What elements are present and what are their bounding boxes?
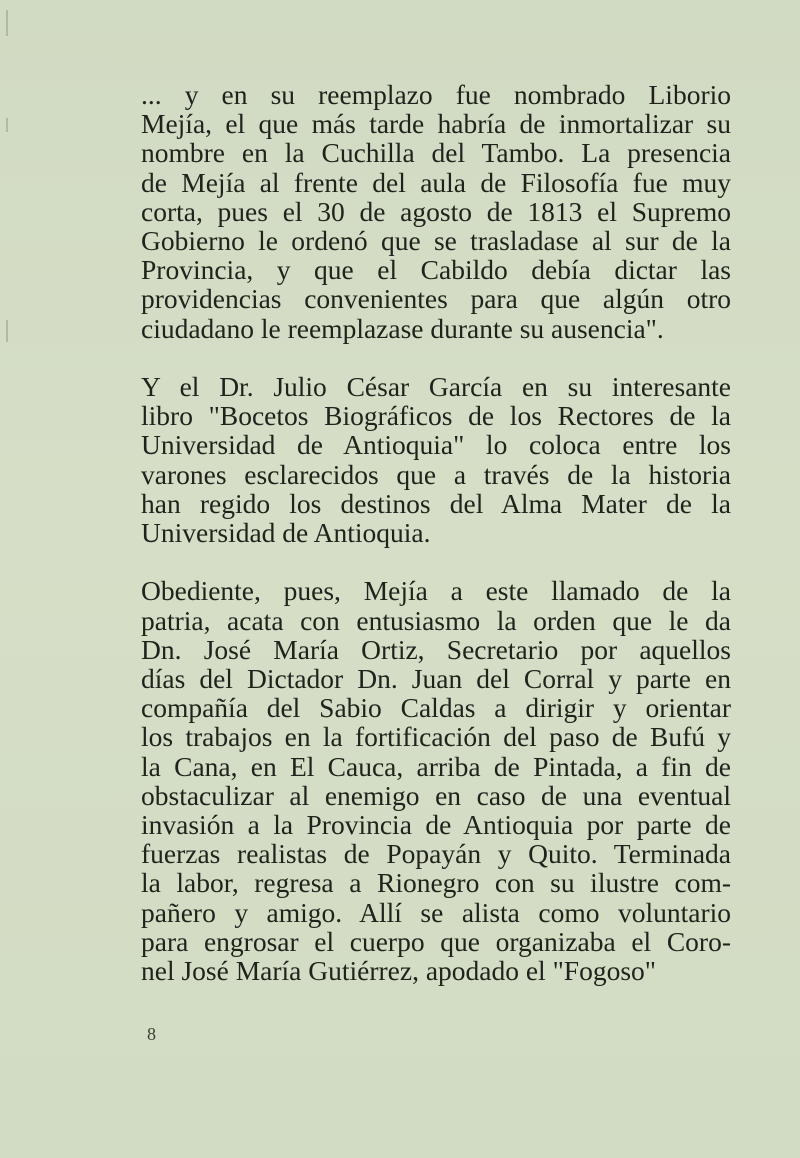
- text-line: providencias convenientes para que algún otro: [141, 283, 731, 315]
- text-line: Gobierno le ordenó que se trasladase al sur de la: [141, 225, 731, 257]
- text-line: han regido los destinos del Alma Mater de la: [141, 487, 731, 519]
- text-line: Y el Dr. Julio César García en su interesante: [141, 371, 731, 403]
- text-line: Dn. José María Ortiz, Secretario por aquellos: [141, 633, 731, 665]
- text-line: ... y en su reemplazo fue nombrado Liborio: [141, 79, 731, 110]
- text-line: obstaculizar al enemigo en caso de una eventual: [141, 779, 731, 811]
- text-line: Mejía, el que más tarde habría de inmortalizar su: [141, 108, 731, 140]
- text-line: libro "Bocetos Biográficos de los Rectores de la: [141, 400, 731, 432]
- text-line: Universidad de Antioquia" lo coloca entre los: [141, 429, 731, 461]
- page-number: 8: [147, 1024, 156, 1044]
- paragraph-2: [141, 372, 731, 547]
- text-line: compañía del Sabio Caldas a dirigir y orientar: [141, 692, 731, 724]
- text-line: pañero y amigo. Allí se alista como voluntario: [141, 896, 731, 928]
- text-line: la Cana, en El Cauca, arriba de Pintada, a fin de: [141, 750, 731, 782]
- text-line: los trabajos en la fortificación del paso de Bufú y: [141, 721, 731, 753]
- page-edge-mark: [6, 320, 8, 342]
- text-line: nel José María Gutiérrez, apodado el "Fogoso": [141, 955, 657, 987]
- text-line: Provincia, y que el Cabildo debía dictar las: [141, 254, 731, 286]
- body-text: [141, 80, 731, 1014]
- text-line: para engrosar el cuerpo que organizaba el Coro-: [141, 925, 731, 957]
- text-line: Obediente, pues, Mejía a este llamado de la: [141, 575, 731, 607]
- text-line: nombre en la Cuchilla del Tambo. La presencia: [141, 137, 731, 169]
- text-line: varones esclarecidos que a través de la historia: [141, 458, 731, 490]
- page-edge-mark: [6, 10, 8, 36]
- paragraph-1: [141, 80, 731, 343]
- text-line: patria, acata con entusiasmo la orden que le da: [141, 604, 731, 636]
- text-line: ciudadano le reemplazase durante su ausencia".: [141, 312, 664, 344]
- text-line: de Mejía al frente del aula de Filosofía fue muy: [141, 166, 731, 198]
- text-line: días del Dictador Dn. Juan del Corral y parte en: [141, 663, 731, 695]
- text-line: la labor, regresa a Rionegro con su ilustre com-: [141, 867, 731, 899]
- text-line: invasión a la Provincia de Antioquia por parte de: [141, 809, 731, 841]
- page-edge-mark: [6, 118, 8, 132]
- paragraph-3: [141, 576, 731, 985]
- text-line: corta, pues el 30 de agosto de 1813 el Supremo: [141, 195, 731, 227]
- text-line: Universidad de Antioquia.: [141, 517, 431, 549]
- text-line: fuerzas realistas de Popayán y Quito. Terminada: [141, 838, 731, 870]
